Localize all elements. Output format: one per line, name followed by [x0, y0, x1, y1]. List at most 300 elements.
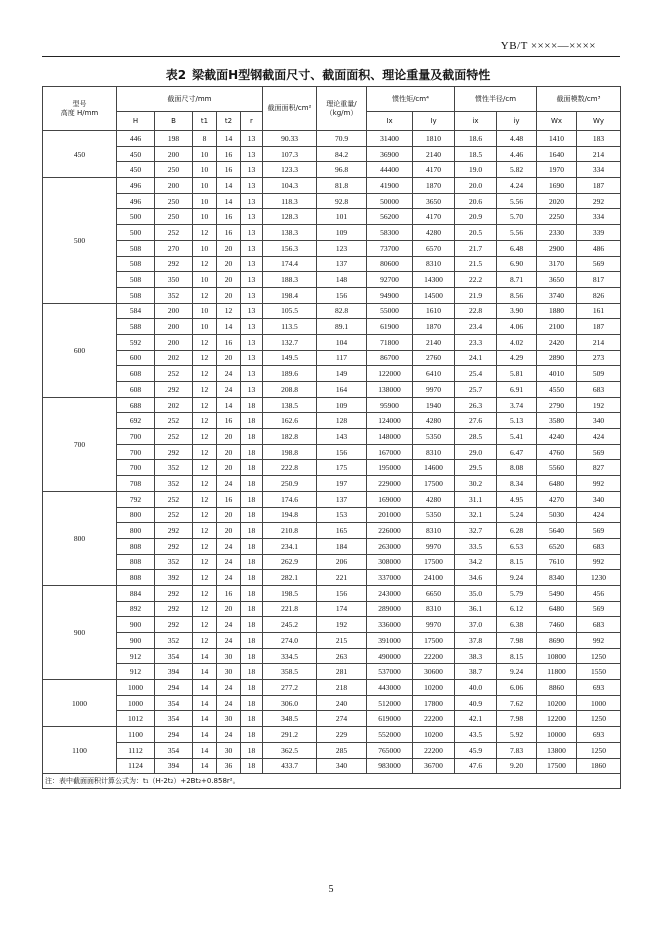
table-cell: 252: [155, 225, 193, 241]
table-cell: 20: [217, 272, 241, 288]
table-cell: 23.4: [455, 319, 497, 335]
header-dimensions: 截面尺寸/mm: [117, 87, 263, 112]
table-cell: 89.1: [317, 319, 367, 335]
table-cell: 24: [217, 570, 241, 586]
table-cell: 104.3: [263, 178, 317, 194]
table-cell: 109: [317, 397, 367, 413]
table-cell: 13: [241, 272, 263, 288]
table-cell: 149.5: [263, 350, 317, 366]
table-cell: 1870: [413, 319, 455, 335]
header-area: 截面面积/cm²: [263, 87, 317, 131]
table-cell: 588: [117, 319, 155, 335]
table-cell: 187: [577, 319, 621, 335]
table-cell: 14: [217, 397, 241, 413]
table-cell: 143: [317, 429, 367, 445]
table-row: [43, 209, 621, 225]
table-row: [43, 711, 621, 727]
table-cell: 28.5: [455, 429, 497, 445]
table-cell: 490000: [367, 648, 413, 664]
header-modulus: 截面模数/cm³: [537, 87, 621, 112]
table-cell: 5.56: [497, 225, 537, 241]
table-cell: 14: [217, 193, 241, 209]
table-cell: 30: [217, 742, 241, 758]
header-inertia: 惯性矩/cm⁴: [367, 87, 455, 112]
table-row: [43, 225, 621, 241]
table-cell: 274.0: [263, 633, 317, 649]
table-cell: 192: [317, 617, 367, 633]
table-cell: 281: [317, 664, 367, 680]
table-cell: 27.6: [455, 413, 497, 429]
table-cell: 70.9: [317, 131, 367, 147]
table-cell: 1250: [577, 648, 621, 664]
table-cell: 282.1: [263, 570, 317, 586]
table-cell: 161: [577, 303, 621, 319]
table-row: [43, 742, 621, 758]
table-row: [43, 617, 621, 633]
table-cell: 354: [155, 742, 193, 758]
table-row: [43, 382, 621, 398]
table-cell: 50000: [367, 193, 413, 209]
table-cell: 6.12: [497, 601, 537, 617]
table-cell: 123: [317, 240, 367, 256]
model-height-cell: 700: [43, 397, 117, 491]
table-cell: 569: [577, 256, 621, 272]
table-cell: 202: [155, 350, 193, 366]
table-cell: 24.1: [455, 350, 497, 366]
table-cell: 10200: [413, 680, 455, 696]
table-cell: 6.47: [497, 444, 537, 460]
table-cell: 5.81: [497, 366, 537, 382]
table-cell: 348.5: [263, 711, 317, 727]
table-cell: 354: [155, 711, 193, 727]
table-cell: 214: [577, 146, 621, 162]
table-cell: 36: [217, 758, 241, 774]
table-cell: 569: [577, 523, 621, 539]
table-cell: 18: [241, 429, 263, 445]
table-row: [43, 585, 621, 601]
table-cell: 569: [577, 444, 621, 460]
table-cell: 12: [193, 570, 217, 586]
table-cell: 983000: [367, 758, 413, 774]
table-cell: 118.3: [263, 193, 317, 209]
table-cell: 10200: [413, 727, 455, 743]
table-cell: 4270: [537, 491, 577, 507]
table-cell: 14600: [413, 460, 455, 476]
table-cell: 37.0: [455, 617, 497, 633]
table-cell: 36700: [413, 758, 455, 774]
table-cell: 18: [241, 695, 263, 711]
table-cell: 292: [155, 444, 193, 460]
table-cell: 44400: [367, 162, 413, 178]
table-cell: 10800: [537, 648, 577, 664]
table-cell: 292: [155, 585, 193, 601]
table-cell: 16: [217, 225, 241, 241]
table-cell: 12: [193, 585, 217, 601]
table-cell: 14: [193, 648, 217, 664]
table-cell: 201000: [367, 507, 413, 523]
table-cell: 42.1: [455, 711, 497, 727]
table-cell: 17500: [413, 554, 455, 570]
table-cell: 2020: [537, 193, 577, 209]
table-cell: 40.0: [455, 680, 497, 696]
table-cell: 14300: [413, 272, 455, 288]
table-cell: 424: [577, 507, 621, 523]
table-cell: 138.5: [263, 397, 317, 413]
table-cell: 21.5: [455, 256, 497, 272]
table-cell: 18: [241, 413, 263, 429]
table-cell: 1230: [577, 570, 621, 586]
table-cell: 693: [577, 680, 621, 696]
table-cell: 117: [317, 350, 367, 366]
model-height-cell: 900: [43, 585, 117, 679]
table-cell: 512000: [367, 695, 413, 711]
model-height-cell: 600: [43, 303, 117, 397]
table-cell: 250.9: [263, 476, 317, 492]
table-cell: 9970: [413, 538, 455, 554]
table-cell: 30: [217, 648, 241, 664]
table-cell: 24100: [413, 570, 455, 586]
table-cell: 37.8: [455, 633, 497, 649]
table-cell: 3580: [537, 413, 577, 429]
table-cell: 30: [217, 664, 241, 680]
table-cell: 13: [241, 334, 263, 350]
table-cell: 3.90: [497, 303, 537, 319]
table-cell: 153: [317, 507, 367, 523]
table-cell: 18: [241, 711, 263, 727]
table-cell: 262.9: [263, 554, 317, 570]
table-cell: 14: [193, 664, 217, 680]
table-cell: 508: [117, 272, 155, 288]
table-cell: 14: [217, 131, 241, 147]
table-cell: 537000: [367, 664, 413, 680]
table-cell: 5350: [413, 429, 455, 445]
table-cell: 6480: [537, 476, 577, 492]
table-cell: 3740: [537, 287, 577, 303]
table-cell: 334: [577, 162, 621, 178]
table-cell: 22200: [413, 648, 455, 664]
table-cell: 34.2: [455, 554, 497, 570]
table-cell: 13: [241, 256, 263, 272]
table-cell: 4170: [413, 162, 455, 178]
table-cell: 292: [155, 256, 193, 272]
table-cell: 169000: [367, 491, 413, 507]
table-cell: 12: [193, 413, 217, 429]
table-cell: 358.5: [263, 664, 317, 680]
table-cell: 1880: [537, 303, 577, 319]
table-row: [43, 366, 621, 382]
table-row: [43, 648, 621, 664]
table-cell: 13: [241, 146, 263, 162]
table-cell: 1860: [577, 758, 621, 774]
table-cell: 10: [193, 162, 217, 178]
table-cell: 250: [155, 209, 193, 225]
table-cell: 1000: [117, 680, 155, 696]
table-cell: 24: [217, 695, 241, 711]
table-cell: 20: [217, 429, 241, 445]
table-cell: 20: [217, 240, 241, 256]
table-cell: 14: [193, 742, 217, 758]
table-cell: 6480: [537, 601, 577, 617]
table-cell: 6.28: [497, 523, 537, 539]
table-cell: 187: [577, 178, 621, 194]
table-cell: 14: [193, 758, 217, 774]
table-cell: 6650: [413, 585, 455, 601]
table-cell: 10: [193, 209, 217, 225]
table-cell: 12: [193, 538, 217, 554]
table-cell: 18: [241, 491, 263, 507]
table-cell: 61900: [367, 319, 413, 335]
table-cell: 552000: [367, 727, 413, 743]
table-cell: 391000: [367, 633, 413, 649]
table-cell: 198: [155, 131, 193, 147]
table-cell: 16: [217, 162, 241, 178]
table-cell: 2100: [537, 319, 577, 335]
table-cell: 608: [117, 382, 155, 398]
table-cell: 12: [193, 617, 217, 633]
table-cell: 2250: [537, 209, 577, 225]
table-cell: 29.5: [455, 460, 497, 476]
table-cell: 1012: [117, 711, 155, 727]
table-cell: 12: [193, 554, 217, 570]
table-cell: 12: [193, 429, 217, 445]
table-cell: 13: [241, 319, 263, 335]
table-cell: 912: [117, 648, 155, 664]
table-cell: 24: [217, 538, 241, 554]
table-cell: 82.8: [317, 303, 367, 319]
table-row: [43, 429, 621, 445]
table-cell: 22200: [413, 711, 455, 727]
table-cell: 1250: [577, 742, 621, 758]
table-cell: 16: [217, 413, 241, 429]
table-cell: 20: [217, 460, 241, 476]
table-cell: 8860: [537, 680, 577, 696]
table-row: [43, 695, 621, 711]
table-cell: 18: [241, 758, 263, 774]
table-cell: 222.8: [263, 460, 317, 476]
table-cell: 392: [155, 570, 193, 586]
table-row: [43, 413, 621, 429]
table-cell: 30.2: [455, 476, 497, 492]
table-cell: 700: [117, 429, 155, 445]
table-cell: 18: [241, 554, 263, 570]
table-cell: 337000: [367, 570, 413, 586]
table-cell: 11800: [537, 664, 577, 680]
subheader-H: H: [117, 112, 155, 131]
table-cell: 38.7: [455, 664, 497, 680]
table-cell: 8.34: [497, 476, 537, 492]
table-cell: 14: [193, 727, 217, 743]
table-cell: 30600: [413, 664, 455, 680]
table-cell: 292: [577, 193, 621, 209]
table-cell: 1690: [537, 178, 577, 194]
table-cell: 16: [217, 585, 241, 601]
table-cell: 13800: [537, 742, 577, 758]
table-cell: 8310: [413, 256, 455, 272]
subheader-t2: t2: [217, 112, 241, 131]
table-cell: 1970: [537, 162, 577, 178]
table-cell: 18: [241, 617, 263, 633]
table-cell: 4.24: [497, 178, 537, 194]
table-cell: 30: [217, 711, 241, 727]
table-cell: 5.24: [497, 507, 537, 523]
table-cell: 47.6: [455, 758, 497, 774]
table-cell: 2140: [413, 146, 455, 162]
table-cell: 194.8: [263, 507, 317, 523]
table-cell: 12: [193, 287, 217, 303]
table-cell: 263: [317, 648, 367, 664]
table-cell: 25.4: [455, 366, 497, 382]
table-cell: 708: [117, 476, 155, 492]
table-row: [43, 131, 621, 147]
table-cell: 137: [317, 256, 367, 272]
table-cell: 270: [155, 240, 193, 256]
table-cell: 4240: [537, 429, 577, 445]
table-row: [43, 319, 621, 335]
table-cell: 10: [193, 178, 217, 194]
table-cell: 81.8: [317, 178, 367, 194]
table-cell: 94900: [367, 287, 413, 303]
table-cell: 340: [577, 491, 621, 507]
table-cell: 352: [155, 460, 193, 476]
table-cell: 80600: [367, 256, 413, 272]
subheader-ix: ix: [455, 112, 497, 131]
table-cell: 202: [155, 397, 193, 413]
table-cell: 6.48: [497, 240, 537, 256]
table-cell: 340: [317, 758, 367, 774]
table-cell: 2330: [537, 225, 577, 241]
table-cell: 148: [317, 272, 367, 288]
table-cell: 38.3: [455, 648, 497, 664]
table-cell: 128: [317, 413, 367, 429]
table-cell: 23.3: [455, 334, 497, 350]
table-row: [43, 256, 621, 272]
table-cell: 18: [241, 742, 263, 758]
table-cell: 350: [155, 272, 193, 288]
table-cell: 765000: [367, 742, 413, 758]
table-cell: 10: [193, 240, 217, 256]
table-cell: 6.06: [497, 680, 537, 696]
table-cell: 14: [217, 178, 241, 194]
table-cell: 4.02: [497, 334, 537, 350]
table-row: [43, 570, 621, 586]
table-cell: 808: [117, 570, 155, 586]
table-cell: 198.4: [263, 287, 317, 303]
table-cell: 4.46: [497, 146, 537, 162]
table-cell: 10: [193, 146, 217, 162]
table-cell: 210.8: [263, 523, 317, 539]
table-cell: 13: [241, 287, 263, 303]
table-row: [43, 633, 621, 649]
table-cell: 18.6: [455, 131, 497, 147]
table-cell: 20.5: [455, 225, 497, 241]
table-cell: 424: [577, 429, 621, 445]
table-cell: 2790: [537, 397, 577, 413]
table-cell: 197: [317, 476, 367, 492]
table-cell: 250: [155, 162, 193, 178]
table-cell: 12: [193, 460, 217, 476]
table-cell: 18: [241, 585, 263, 601]
table-cell: 36.1: [455, 601, 497, 617]
table-cell: 433.7: [263, 758, 317, 774]
table-cell: 22.2: [455, 272, 497, 288]
table-cell: 1810: [413, 131, 455, 147]
table-cell: 263000: [367, 538, 413, 554]
table-cell: 24: [217, 633, 241, 649]
table-cell: 808: [117, 538, 155, 554]
model-height-cell: 800: [43, 491, 117, 585]
table-cell: 826: [577, 287, 621, 303]
table-cell: 277.2: [263, 680, 317, 696]
table-cell: 339: [577, 225, 621, 241]
table-cell: 12: [193, 350, 217, 366]
section-properties-table: [42, 86, 621, 789]
table-cell: 148000: [367, 429, 413, 445]
table-cell: 182.8: [263, 429, 317, 445]
table-cell: 55000: [367, 303, 413, 319]
table-cell: 12: [193, 382, 217, 398]
table-cell: 188.3: [263, 272, 317, 288]
table-cell: 3650: [413, 193, 455, 209]
subheader-B: B: [155, 112, 193, 131]
table-cell: 354: [155, 695, 193, 711]
table-cell: 20: [217, 444, 241, 460]
table-cell: 175: [317, 460, 367, 476]
table-cell: 600: [117, 350, 155, 366]
table-cell: 243000: [367, 585, 413, 601]
table-cell: 229: [317, 727, 367, 743]
table-cell: 274: [317, 711, 367, 727]
table-cell: 446: [117, 131, 155, 147]
table-cell: 4760: [537, 444, 577, 460]
table-cell: 195000: [367, 460, 413, 476]
table-cell: 1410: [537, 131, 577, 147]
table-cell: 13: [241, 131, 263, 147]
table-cell: 4280: [413, 491, 455, 507]
table-row: [43, 491, 621, 507]
table-cell: 105.5: [263, 303, 317, 319]
table-cell: 5.13: [497, 413, 537, 429]
table-cell: 18: [241, 476, 263, 492]
table-cell: 14: [217, 319, 241, 335]
table-cell: 308000: [367, 554, 413, 570]
table-cell: 138.3: [263, 225, 317, 241]
model-height-cell: 1100: [43, 727, 117, 774]
table-row: [43, 334, 621, 350]
table-cell: 683: [577, 538, 621, 554]
table-cell: 8690: [537, 633, 577, 649]
table-cell: 8.15: [497, 648, 537, 664]
table-cell: 18.5: [455, 146, 497, 162]
table-cell: 221.8: [263, 601, 317, 617]
table-title: [0, 66, 662, 83]
table-cell: 7.98: [497, 633, 537, 649]
table-cell: 4.48: [497, 131, 537, 147]
table-row: [43, 758, 621, 774]
table-cell: 3650: [537, 272, 577, 288]
table-cell: 12: [193, 225, 217, 241]
table-cell: 4170: [413, 209, 455, 225]
table-cell: 508: [117, 287, 155, 303]
table-cell: 95900: [367, 397, 413, 413]
table-cell: 5.70: [497, 209, 537, 225]
table-row: [43, 272, 621, 288]
table-cell: 18: [241, 680, 263, 696]
subheader-Ix: Ix: [367, 112, 413, 131]
table-row: [43, 664, 621, 680]
table-cell: 17500: [413, 633, 455, 649]
table-cell: 8.56: [497, 287, 537, 303]
table-cell: 41900: [367, 178, 413, 194]
